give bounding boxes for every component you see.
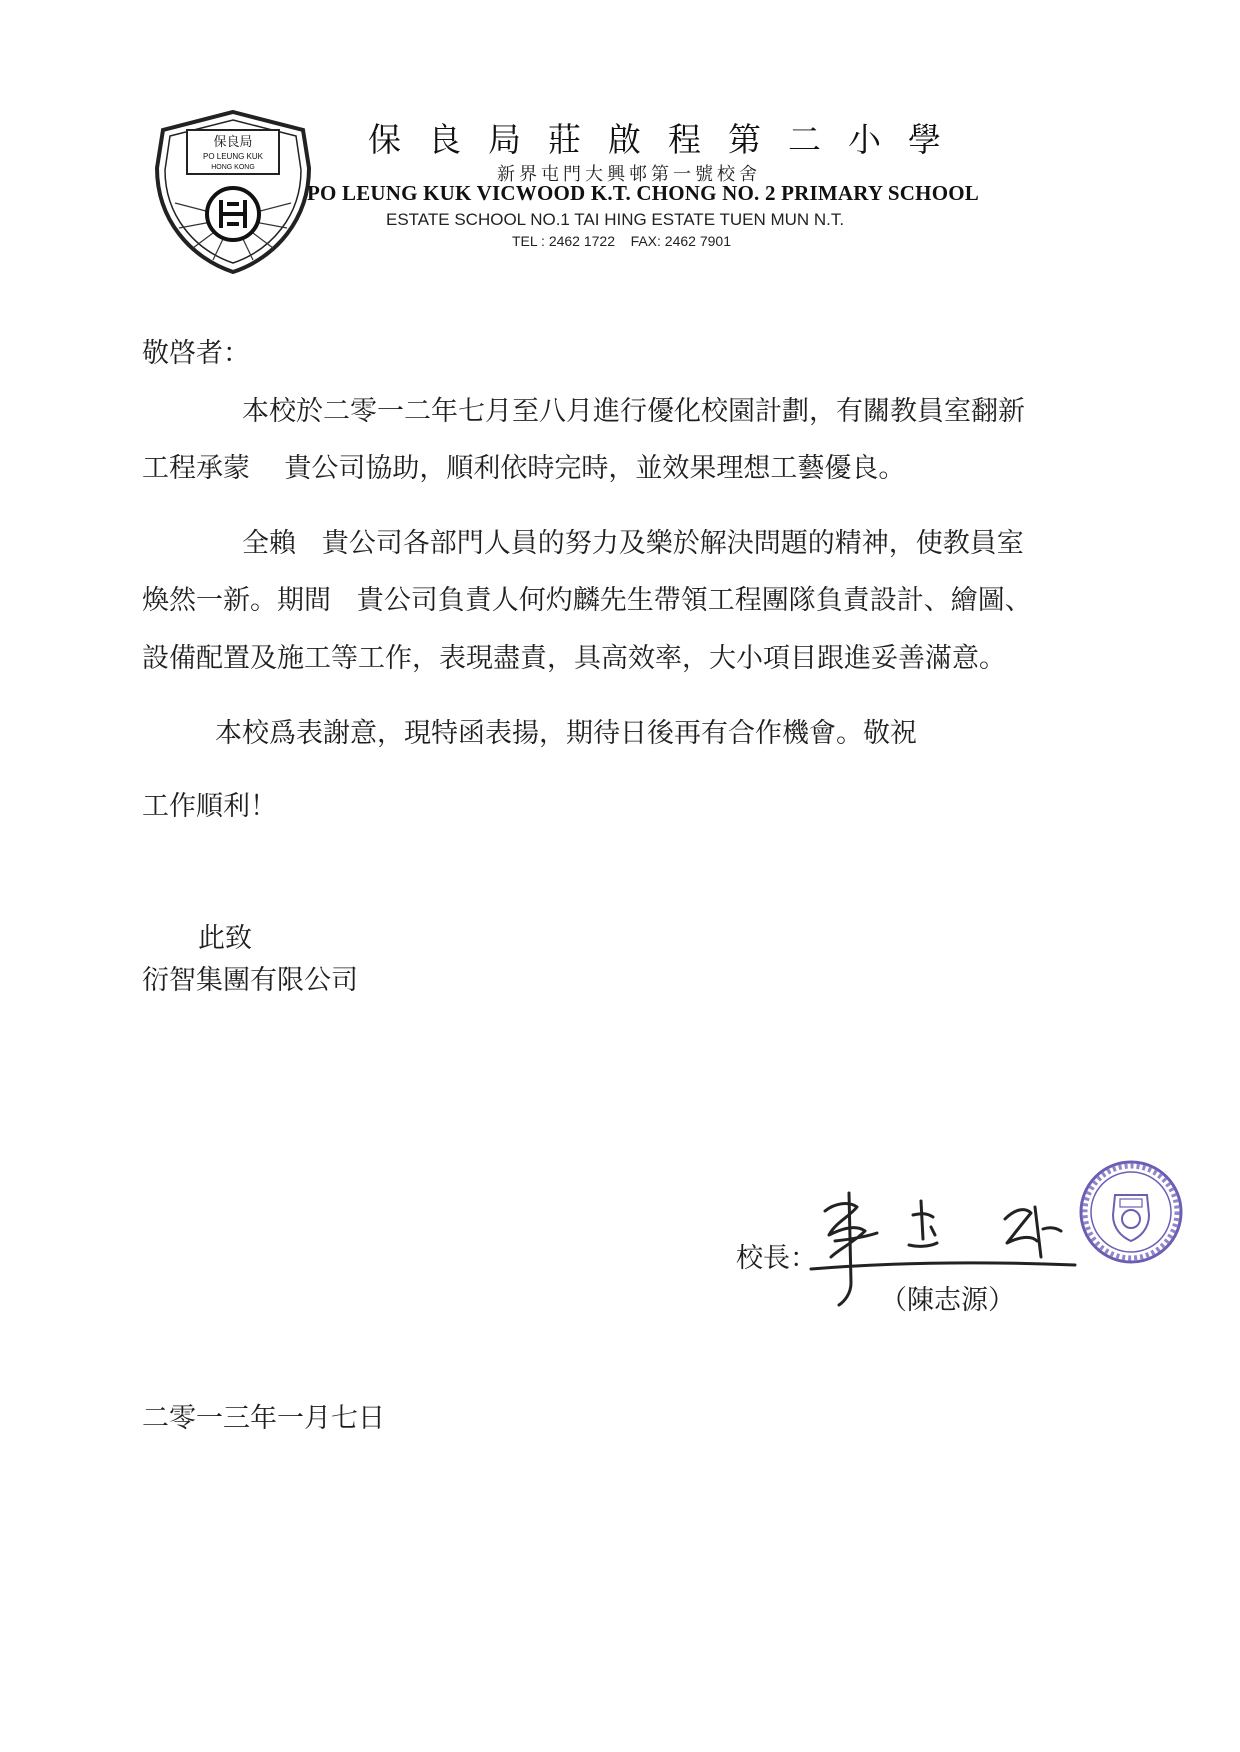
- school-name-english: PO LEUNG KUK VICWOOD K.T. CHONG NO. 2 PRIMARY SCHOOL: [307, 181, 979, 205]
- recipient: 衍智集團有限公司: [142, 965, 358, 996]
- paragraph-1-line-2: 工程承蒙 貴公司協助，順利依時完時，並效果理想工藝優良。: [142, 453, 906, 484]
- logo-city-text: HONG KONG: [211, 164, 255, 171]
- paragraph-2-line-3: 設備配置及施工等工作，表現盡責，具高效率，大小項目跟進妥善滿意。: [142, 643, 1006, 674]
- letter-date: 二零一三年一月七日: [142, 1403, 385, 1434]
- paragraph-3-line-1: 本校爲表謝意，現特函表揚，期待日後再有合作機會。敬祝: [215, 718, 917, 749]
- logo-chinese-text: 保良局: [213, 135, 253, 150]
- paragraph-2-line-1: 全賴 貴公司各部門人員的努力及樂於解決問題的精神，使教員室: [242, 528, 1024, 559]
- school-address-chinese: 新界屯門大興邨第一號校舍: [497, 164, 761, 185]
- school-seal-stamp-icon: [1078, 1159, 1184, 1265]
- principal-name: （陳志源）: [880, 1285, 1015, 1316]
- school-address-english: ESTATE SCHOOL NO.1 TAI HING ESTATE TUEN MUN N.T.: [386, 210, 845, 229]
- paragraph-1-line-1: 本校於二零一二年七月至八月進行優化校園計劃，有關教員室翻新: [242, 396, 1025, 427]
- school-crest-logo: [153, 108, 313, 276]
- principal-label: 校長：: [736, 1243, 817, 1274]
- sendoff: 此致: [198, 923, 252, 954]
- school-name-chinese: 保良局莊啟程第二小學: [368, 120, 968, 159]
- salutation: 敬啓者：: [142, 338, 250, 369]
- logo-english-text: PO LEUNG KUK: [202, 152, 264, 161]
- school-contact: TEL : 2462 1722 FAX: 2462 7901: [512, 233, 731, 249]
- closing-wish: 工作順利！: [142, 791, 277, 822]
- paragraph-2-line-2: 煥然一新。期間 貴公司負責人何灼麟先生帶領工程團隊負責設計、繪圖、: [142, 585, 1032, 616]
